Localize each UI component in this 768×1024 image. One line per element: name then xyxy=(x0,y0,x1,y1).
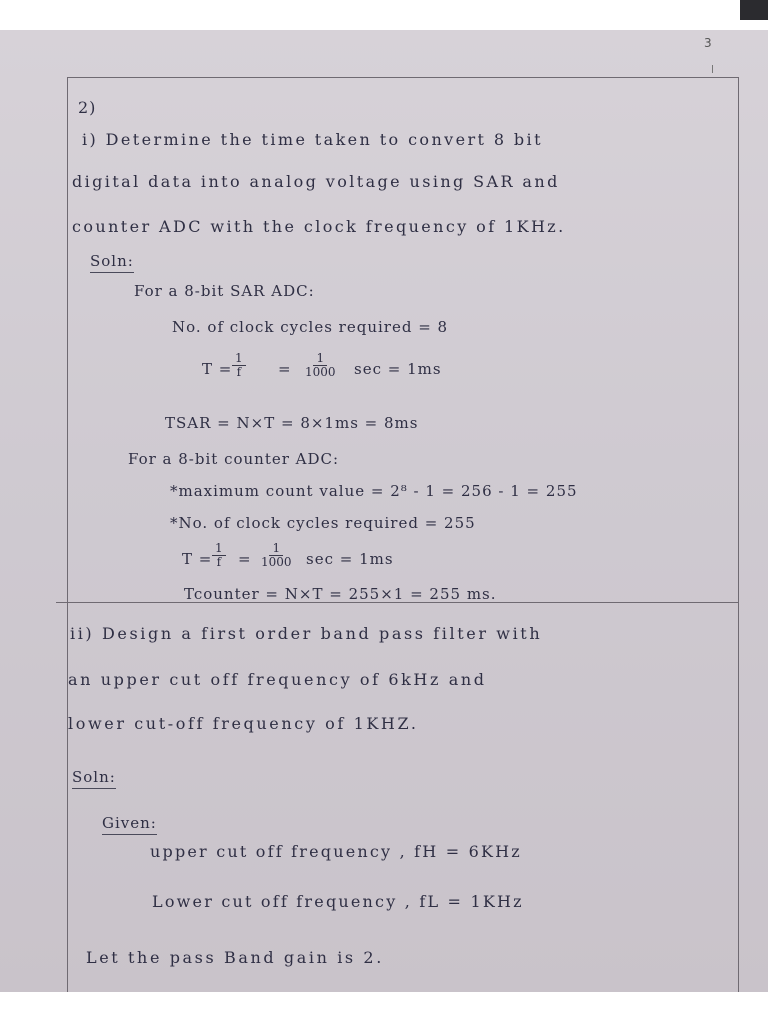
tsar-equation: TSAR = N×T = 8×1ms = 8ms xyxy=(165,414,419,432)
counter-fraction-1-over-f xyxy=(212,542,226,569)
max-count-equation: *maximum count value = 2⁸ - 1 = 256 - 1 = 255 xyxy=(170,482,578,500)
counter-fraction-1-over-1000 xyxy=(258,542,295,569)
part1-question-line2: digital data into analog voltage using SAR and xyxy=(72,172,560,191)
fraction-numerator: 1 xyxy=(269,542,283,556)
fraction-denominator: 1000 xyxy=(261,555,292,569)
fraction-numerator: 1 xyxy=(313,352,327,366)
page-number: 3 xyxy=(704,36,712,50)
counter-t-result: sec = 1ms xyxy=(306,550,394,568)
lower-cutoff-frequency: Lower cut off frequency , fL = 1KHz xyxy=(152,892,524,911)
fraction-numerator: 1 xyxy=(232,352,246,366)
question-number: 2) xyxy=(78,98,97,117)
tcounter-equation: Tcounter = N×T = 255×1 = 255 ms. xyxy=(184,585,497,603)
equals-sign: = xyxy=(238,550,252,568)
margin-tick xyxy=(712,65,713,73)
counter-t-prefix: T = xyxy=(182,550,213,568)
part1-soln-label: Soln: xyxy=(90,252,134,273)
part1-question-line3: counter ADC with the clock frequency of 1KHz. xyxy=(72,217,566,236)
sar-fraction-1-over-f xyxy=(232,352,246,379)
frame-left-border xyxy=(67,77,68,992)
equals-sign: = xyxy=(278,360,292,378)
counter-clock-cycles: *No. of clock cycles required = 255 xyxy=(170,514,476,532)
dark-corner xyxy=(740,0,768,20)
sar-clock-cycles: No. of clock cycles required = 8 xyxy=(172,318,449,336)
part2-question-line3: lower cut-off frequency of 1KHZ. xyxy=(68,714,419,733)
frame-top-border xyxy=(67,77,739,78)
pass-band-gain: Let the pass Band gain is 2. xyxy=(86,948,384,967)
part2-question-line1: ii) Design a first order band pass filter with xyxy=(70,624,543,643)
given-label: Given: xyxy=(102,814,157,835)
part2-question-line2: an upper cut off frequency of 6kHz and xyxy=(68,670,487,689)
part2-soln-label: Soln: xyxy=(72,768,116,789)
fraction-numerator: 1 xyxy=(212,542,226,556)
sar-t-prefix: T = xyxy=(202,360,233,378)
fraction-denominator: 1000 xyxy=(305,365,336,379)
frame-right-border xyxy=(738,77,739,992)
sar-heading: For a 8-bit SAR ADC: xyxy=(134,282,315,300)
counter-heading: For a 8-bit counter ADC: xyxy=(128,450,340,468)
part1-question-line1: i) Determine the time taken to convert 8 bit xyxy=(82,130,543,149)
sar-t-result: sec = 1ms xyxy=(354,360,442,378)
sar-fraction-1-over-1000 xyxy=(302,352,339,379)
upper-cutoff-frequency: upper cut off frequency , fH = 6KHz xyxy=(150,842,522,861)
notebook-page-photo xyxy=(0,30,768,992)
fraction-denominator: f xyxy=(216,555,222,569)
fraction-denominator: f xyxy=(236,365,242,379)
